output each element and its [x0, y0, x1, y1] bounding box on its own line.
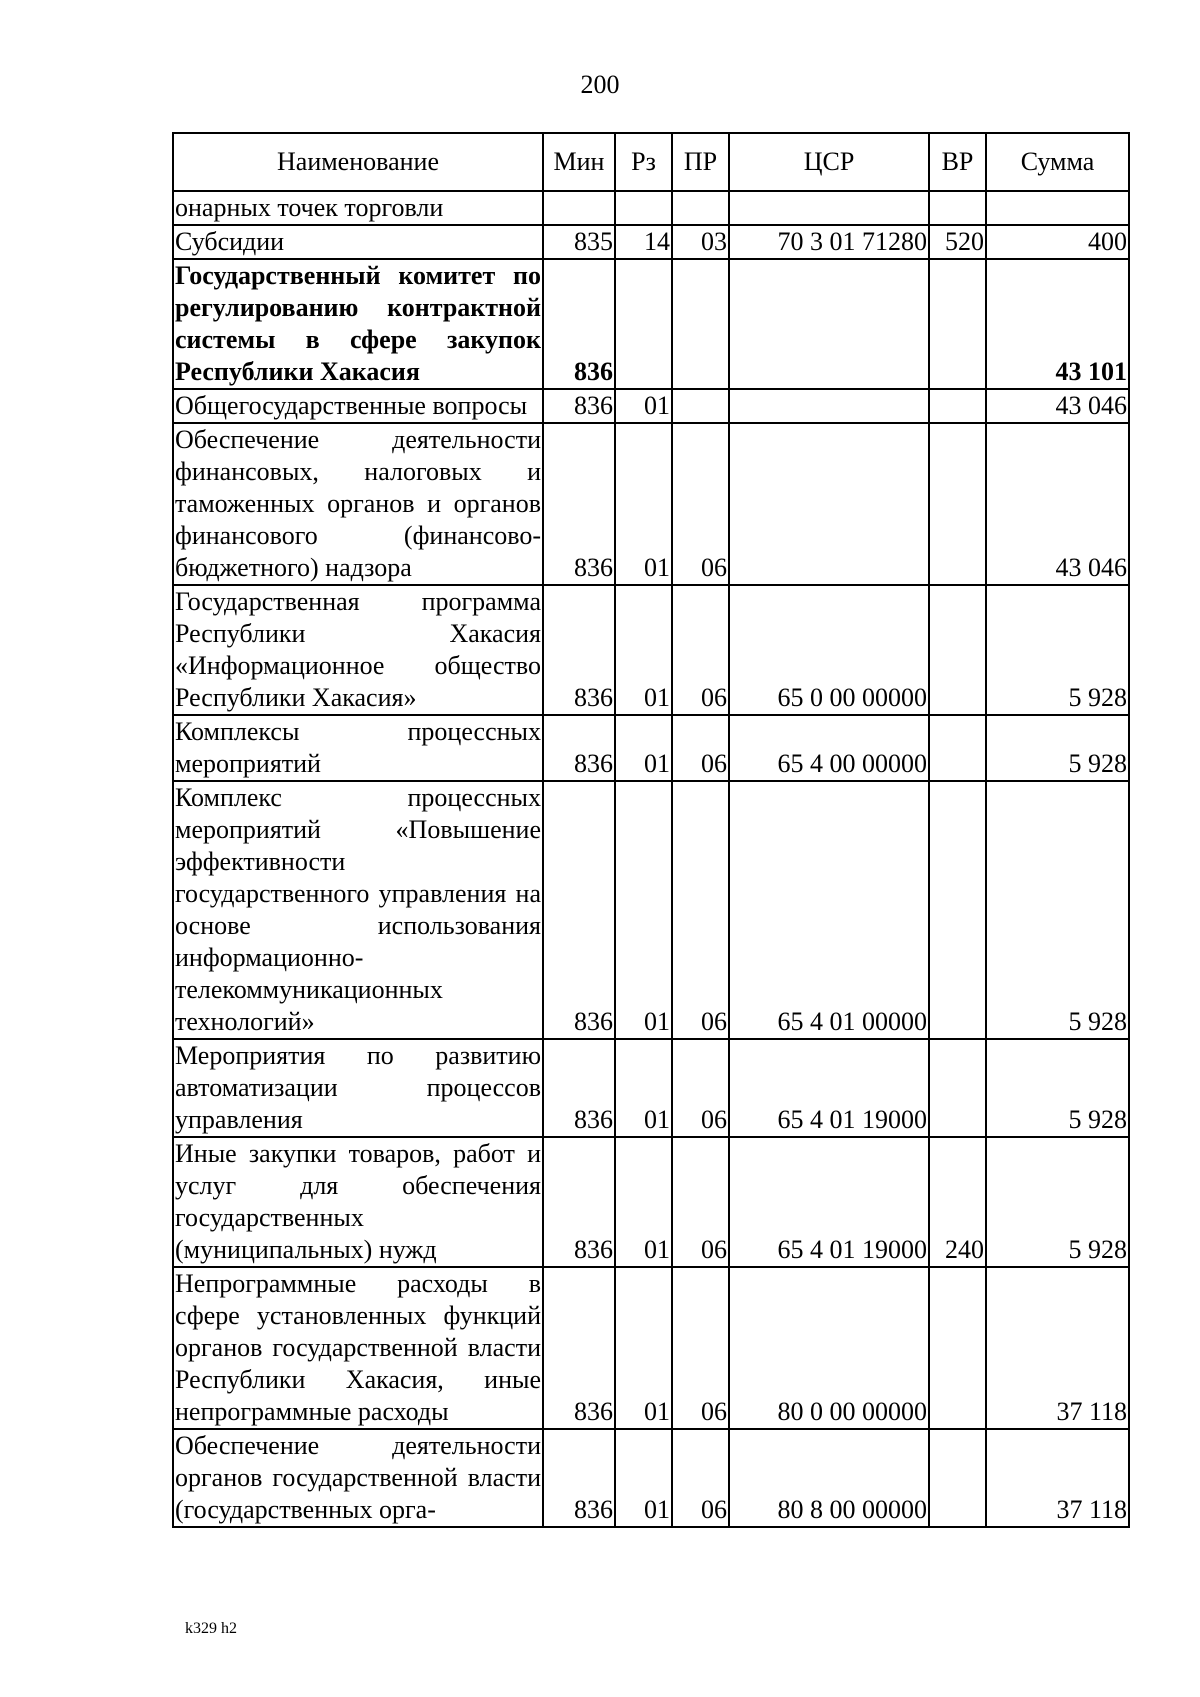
table-row	[173, 225, 1129, 259]
cell-vr: 240	[929, 1137, 986, 1267]
cell-rz	[615, 191, 672, 225]
cell-csr: 65 4 01 19000	[729, 1137, 929, 1267]
cell-pr: 06	[672, 1039, 729, 1137]
cell-rz: 01	[615, 1137, 672, 1267]
cell-min: 836	[543, 585, 615, 715]
cell-sum: 5 928	[986, 715, 1129, 781]
header-pr: ПР	[672, 133, 729, 191]
cell-name: Государственная программа Республики Хакасия «Информационное общество Республики Хакасия»	[173, 585, 543, 715]
cell-csr	[729, 191, 929, 225]
cell-csr: 70 3 01 71280	[729, 225, 929, 259]
cell-rz: 14	[615, 225, 672, 259]
table-row	[173, 715, 1129, 781]
cell-name: Иные закупки товаров, работ и услуг для обеспечения государственных (муниципальных) нужд	[173, 1137, 543, 1267]
table-row	[173, 259, 1129, 389]
cell-min: 836	[543, 1137, 615, 1267]
cell-sum: 43 046	[986, 389, 1129, 423]
cell-vr	[929, 389, 986, 423]
cell-csr: 65 0 00 00000	[729, 585, 929, 715]
cell-sum: 5 928	[986, 781, 1129, 1039]
cell-csr	[729, 259, 929, 389]
cell-rz: 01	[615, 389, 672, 423]
cell-pr: 03	[672, 225, 729, 259]
cell-sum: 5 928	[986, 585, 1129, 715]
cell-vr	[929, 781, 986, 1039]
header-rz: Рз	[615, 133, 672, 191]
table-row	[173, 1267, 1129, 1429]
cell-rz: 01	[615, 423, 672, 585]
cell-sum: 400	[986, 225, 1129, 259]
cell-min: 836	[543, 1429, 615, 1527]
cell-vr: 520	[929, 225, 986, 259]
cell-pr: 06	[672, 715, 729, 781]
cell-sum: 37 118	[986, 1429, 1129, 1527]
page-number: 200	[580, 70, 620, 99]
cell-name: Обеспечение деятельности органов государственной власти (государственных орга-	[173, 1429, 543, 1527]
cell-csr: 80 0 00 00000	[729, 1267, 929, 1429]
cell-pr: 06	[672, 423, 729, 585]
cell-vr	[929, 585, 986, 715]
footer-code: k329 h2	[185, 1620, 237, 1637]
cell-sum: 5 928	[986, 1137, 1129, 1267]
cell-min: 836	[543, 423, 615, 585]
cell-name: Субсидии	[173, 225, 543, 259]
cell-csr: 65 4 01 19000	[729, 1039, 929, 1137]
cell-csr	[729, 423, 929, 585]
cell-pr: 06	[672, 1429, 729, 1527]
cell-pr	[672, 259, 729, 389]
cell-pr	[672, 389, 729, 423]
cell-pr: 06	[672, 1267, 729, 1429]
header-sum: Сумма	[986, 133, 1129, 191]
cell-name: Мероприятия по развитию автоматизации процессов управления	[173, 1039, 543, 1137]
cell-name: онарных точек торговли	[173, 191, 543, 225]
cell-sum: 37 118	[986, 1267, 1129, 1429]
cell-name: Непрограммные расходы в сфере установленных функций органов государственной власти Республики Хакасия, иные непрограммные расходы	[173, 1267, 543, 1429]
cell-name: Комплексы процессных мероприятий	[173, 715, 543, 781]
cell-rz: 01	[615, 715, 672, 781]
header-min: Мин	[543, 133, 615, 191]
cell-vr	[929, 259, 986, 389]
cell-min: 836	[543, 389, 615, 423]
cell-min: 836	[543, 715, 615, 781]
cell-csr: 80 8 00 00000	[729, 1429, 929, 1527]
cell-vr	[929, 191, 986, 225]
cell-name: Государственный комитет по регулированию контрактной системы в сфере закупок Республики Хакасия	[173, 259, 543, 389]
cell-rz: 01	[615, 1429, 672, 1527]
cell-vr	[929, 1267, 986, 1429]
cell-min: 835	[543, 225, 615, 259]
table-header-row	[173, 133, 1129, 191]
cell-rz: 01	[615, 1267, 672, 1429]
cell-name: Общегосударственные вопросы	[173, 389, 543, 423]
cell-sum: 5 928	[986, 1039, 1129, 1137]
cell-vr	[929, 1429, 986, 1527]
cell-rz: 01	[615, 1039, 672, 1137]
cell-pr: 06	[672, 585, 729, 715]
cell-rz: 01	[615, 585, 672, 715]
table-row	[173, 1429, 1129, 1527]
cell-sum: 43 046	[986, 423, 1129, 585]
cell-sum	[986, 191, 1129, 225]
cell-sum: 43 101	[986, 259, 1129, 389]
cell-csr: 65 4 00 00000	[729, 715, 929, 781]
cell-min	[543, 191, 615, 225]
table-row	[173, 423, 1129, 585]
table-row	[173, 389, 1129, 423]
cell-rz	[615, 259, 672, 389]
cell-name: Комплекс процессных мероприятий «Повышение эффективности государственного управления на основе использования информационно-телекоммуникационных технологий»	[173, 781, 543, 1039]
table-row	[173, 1137, 1129, 1267]
cell-pr: 06	[672, 1137, 729, 1267]
cell-pr	[672, 191, 729, 225]
cell-vr	[929, 423, 986, 585]
cell-min: 836	[543, 1267, 615, 1429]
cell-csr: 65 4 01 00000	[729, 781, 929, 1039]
cell-name: Обеспечение деятельности финансовых, налоговых и таможенных органов и органов финансового (финансово-бюджетного) надзора	[173, 423, 543, 585]
cell-pr: 06	[672, 781, 729, 1039]
header-name: Наименование	[173, 133, 543, 191]
cell-csr	[729, 389, 929, 423]
cell-vr	[929, 1039, 986, 1137]
cell-rz: 01	[615, 781, 672, 1039]
table-row	[173, 585, 1129, 715]
table-row	[173, 191, 1129, 225]
table-row	[173, 1039, 1129, 1137]
header-vr: ВР	[929, 133, 986, 191]
cell-min: 836	[543, 781, 615, 1039]
cell-min: 836	[543, 1039, 615, 1137]
table-row	[173, 781, 1129, 1039]
budget-table	[172, 132, 1130, 1528]
header-csr: ЦСР	[729, 133, 929, 191]
cell-vr	[929, 715, 986, 781]
cell-min: 836	[543, 259, 615, 389]
